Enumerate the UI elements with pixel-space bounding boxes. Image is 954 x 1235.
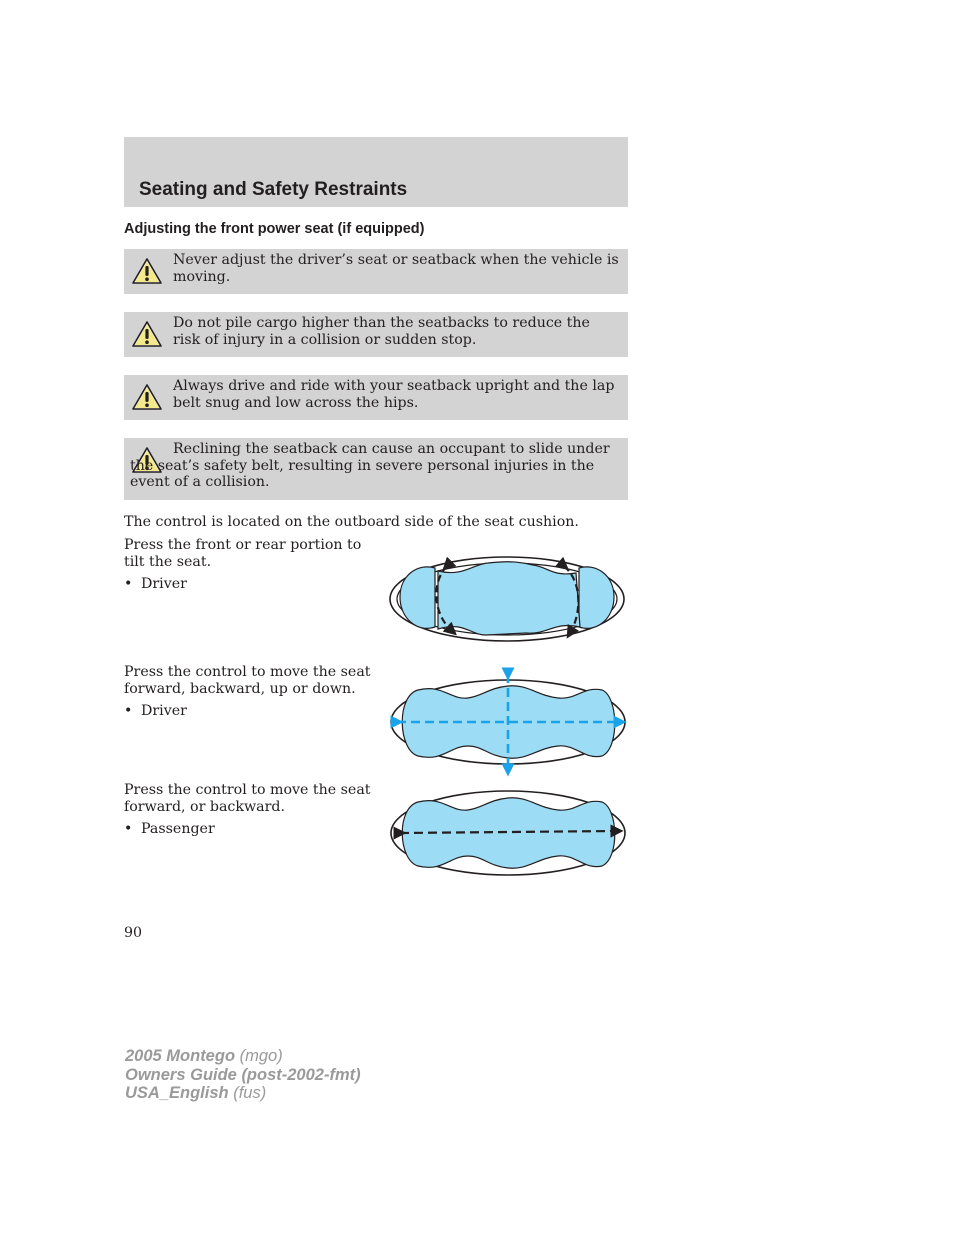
section-title: Seating and Safety Restraints	[139, 179, 408, 200]
warning-triangle-icon	[131, 383, 163, 411]
bullet-dot: •	[124, 703, 133, 719]
seat-four-way-control-icon	[388, 666, 630, 778]
instruction-text: Press the front or rear portion to tilt the seat.	[124, 537, 362, 570]
warning-text: Reclining the seatback can cause an occupant to slide under the seat’s safety belt, resulting in severe personal injuries in the event of a collision.	[130, 441, 610, 490]
footer-model: 2005 Montego	[125, 1047, 236, 1065]
instruction-text: Press the control to move the seat forward, or backward.	[124, 782, 371, 815]
bullet-dot: •	[124, 576, 133, 592]
bullet-item	[124, 703, 187, 720]
footer-guide: Owners Guide (post-2002-fmt)	[125, 1065, 361, 1084]
footer-language-code: (fus)	[228, 1084, 267, 1102]
bullet-dot: •	[124, 821, 133, 837]
footer-language: USA_English	[125, 1084, 229, 1102]
subsection-heading: Adjusting the front power seat (if equipped)	[124, 221, 425, 237]
page-number: 90	[124, 925, 143, 941]
warning-box	[124, 249, 628, 294]
warning-box	[124, 438, 628, 500]
footer-line-1	[125, 1047, 361, 1066]
bullet-item	[124, 576, 187, 593]
bullet-label: Driver	[141, 703, 187, 719]
warning-text: Always drive and ride with your seatback upright and the lap belt snug and low across the hips.	[173, 378, 615, 411]
intro-paragraph: The control is located on the outboard side of the seat cushion.	[124, 514, 579, 530]
warning-triangle-icon	[131, 257, 163, 285]
bullet-label: Driver	[141, 576, 187, 592]
section-header	[124, 137, 628, 207]
document-footer	[125, 1047, 361, 1103]
warning-box	[124, 375, 628, 420]
warning-box	[124, 312, 628, 357]
bullet-item	[124, 821, 215, 838]
instruction-text: Press the control to move the seat forward, backward, up or down.	[124, 664, 371, 697]
footer-line-2	[125, 1066, 361, 1085]
footer-model-code: (mgo)	[235, 1047, 283, 1065]
bullet-label: Passenger	[141, 821, 215, 837]
warning-text: Never adjust the driver’s seat or seatback when the vehicle is moving.	[173, 252, 619, 285]
seat-two-way-control-icon	[388, 788, 630, 880]
warning-triangle-icon	[131, 320, 163, 348]
seat-tilt-control-icon	[388, 555, 628, 645]
warning-text: Do not pile cargo higher than the seatbacks to reduce the risk of injury in a collision or sudden stop.	[173, 315, 590, 348]
footer-line-3	[125, 1084, 361, 1103]
